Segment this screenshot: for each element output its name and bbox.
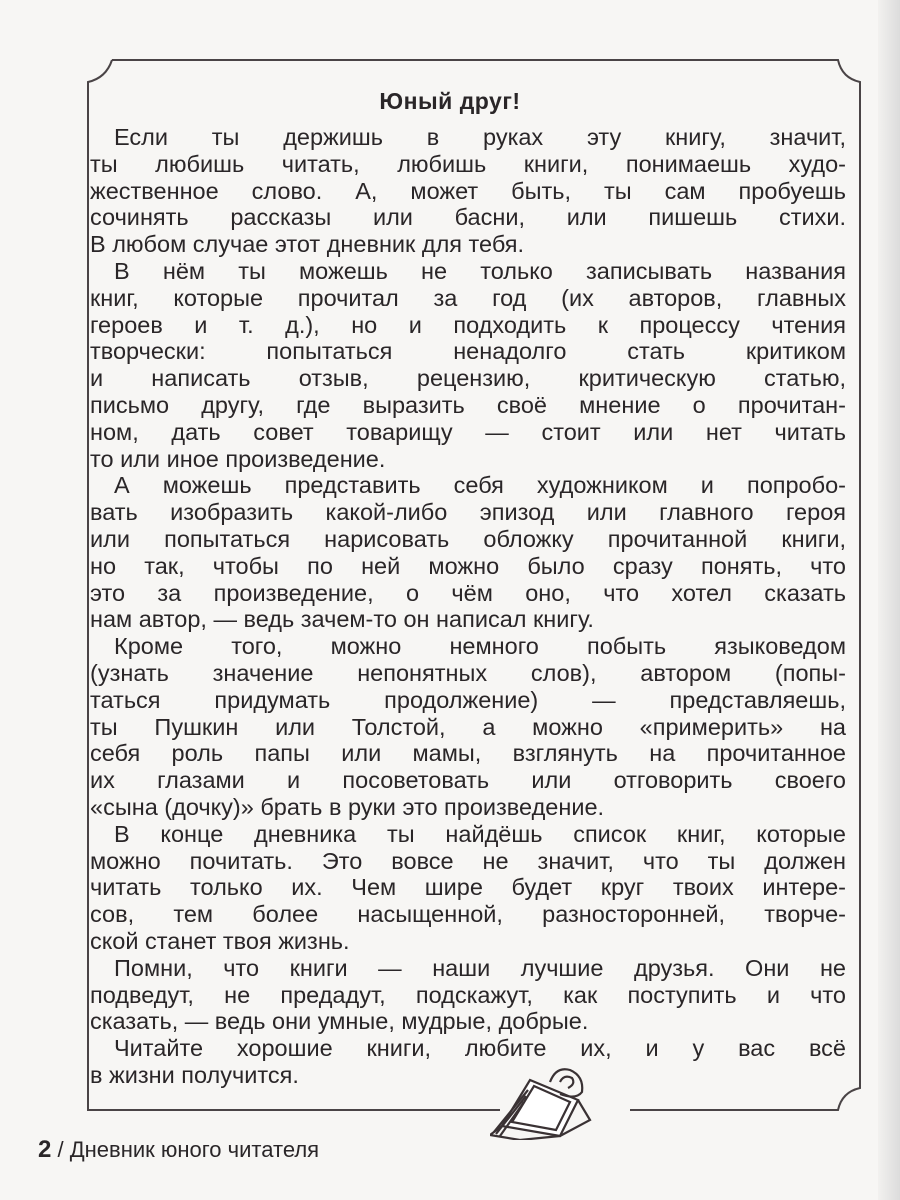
text-line: Если ты держишь в руках эту книгу, значит,: [114, 124, 846, 150]
text-body: [90, 124, 846, 1089]
open-book-illustration-icon: [490, 1060, 610, 1140]
text-line: сказать, — ведь они умные, мудрые, добрые.: [90, 1008, 589, 1035]
text-line: творчески: попытаться ненадолго стать критиком: [90, 338, 846, 365]
text-line: или попытаться нарисовать обложку прочитанной книги,: [90, 525, 846, 552]
text-line: в жизни получится.: [90, 1061, 299, 1088]
text-line: это за произведение, о чём оно, что хотел сказать: [90, 579, 846, 606]
text-line: таться придумать продолжение) — представляешь,: [90, 686, 846, 713]
text-line: ской станет твоя жизнь.: [90, 927, 350, 954]
text-line: книг, которые прочитал за год (их авторов, главных: [90, 284, 846, 311]
text-line: Кроме того, можно немного побыть языковедом: [114, 633, 846, 660]
paragraph: [90, 633, 846, 821]
text-line: сочинять рассказы или басни, или пишешь стихи.: [90, 204, 846, 231]
text-line: вать изобразить какой-либо эпизод или главного героя: [90, 499, 846, 526]
text-line: то или иное произведение.: [90, 445, 386, 472]
text-line: подведут, не предадут, подскажут, как поступить и что: [90, 981, 846, 1008]
text-line: жественное слово. А, может быть, ты сам пробуешь: [90, 177, 846, 204]
text-line: сов, тем более насыщенной, разносторонней, творче-: [90, 901, 846, 928]
paragraph: [90, 258, 846, 472]
text-line: Помни, что книги — наши лучшие друзья. Они не: [114, 954, 846, 981]
text-line: читать только их. Чем шире будет круг твоих интере-: [90, 874, 846, 901]
text-line: героев и т. д.), но и подходить к процессу чтения: [90, 311, 846, 338]
paragraph: [90, 1035, 846, 1089]
text-line: ты Пушкин или Толстой, а можно «примерить» на: [90, 713, 846, 740]
paragraph: [90, 821, 846, 955]
page-title: Юный друг!: [379, 88, 521, 114]
text-line: ном, дать совет товарищу — стоит или нет читать: [90, 418, 846, 445]
text-line: «сына (дочку)» брать в руки это произведение.: [90, 793, 605, 820]
paragraph: [90, 955, 846, 1035]
text-line: но так, чтобы по ней можно было сразу понять, что: [90, 552, 846, 579]
book-title: Дневник юного читателя: [69, 1137, 320, 1162]
text-line: ты любишь читать, любишь книги, понимаешь худо-: [90, 150, 846, 177]
text-line: (узнать значение непонятных слов), автором (попы-: [90, 659, 846, 686]
page-footer: [38, 1136, 319, 1164]
text-line: можно почитать. Это вовсе не значит, что ты должен: [90, 847, 846, 874]
text-line: и написать отзыв, рецензию, критическую статью,: [90, 365, 846, 392]
text-line: их глазами и посоветовать или отговорить своего: [90, 767, 846, 794]
paragraph: [90, 124, 846, 258]
text-line: себя роль папы или мамы, взглянуть на прочитанное: [90, 740, 846, 767]
text-line: А можешь представить себя художником и попробо-: [114, 472, 846, 499]
page-number: 2: [38, 1136, 52, 1163]
text-line: Читайте хорошие книги, любите их, и у вас всё: [114, 1035, 846, 1062]
footer-separator: /: [57, 1137, 64, 1162]
text-line: письмо другу, где выразить своё мнение о прочитан-: [90, 391, 846, 418]
text-line: В конце дневника ты найдёшь список книг, которые: [114, 820, 846, 847]
text-line: нам автор, — ведь зачем-то он написал книгу.: [90, 606, 594, 633]
text-line: В любом случае этот дневник для тебя.: [90, 231, 525, 258]
text-line: В нём ты можешь не только записывать названия: [114, 257, 846, 284]
paragraph: [90, 472, 846, 633]
